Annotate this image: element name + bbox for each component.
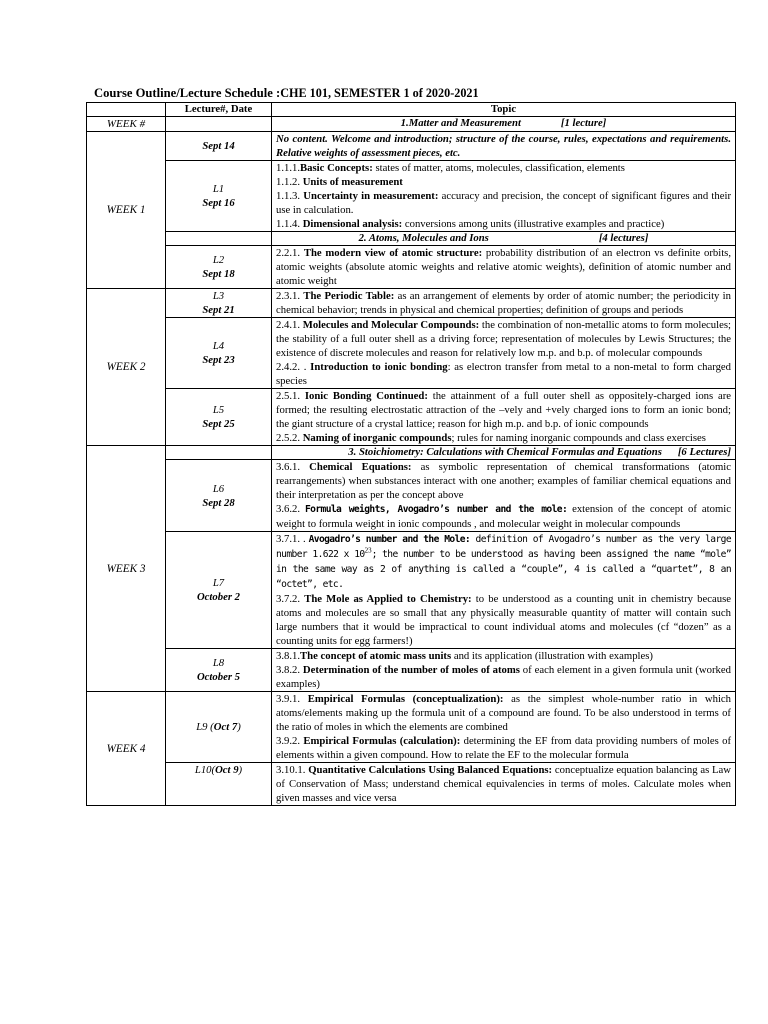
topic-cell (272, 763, 736, 806)
table-header-row (87, 103, 736, 117)
topic-cell: No content. Welcome and introduction; structure of the course, rules, expectations and requirements. Relative weights of assessment pieces, etc. (272, 132, 736, 161)
lecture-cell: L9 (Oct 7) (166, 692, 272, 763)
topic-cell (272, 289, 736, 318)
header-week: WEEK # (87, 117, 166, 132)
section-title-2 (272, 232, 736, 246)
lecture-cell (166, 132, 272, 161)
topic-cell (272, 460, 736, 532)
topic-item: 3.7.1. . Avogadro’s number and the Mole: definition of Avogadro’s number as the very large number 1.622 x $10^{23}$; the number to be understood as having been assigned the name “mole” in the same way as 2 of anything is called a “couple”, 4 is called a “quartet”, 8 an “octet”, etc. (276, 533, 732, 590)
table-row (87, 763, 736, 806)
week-label: WEEK 3 (87, 446, 166, 692)
header-lecture-date: Lecture#, Date (166, 103, 272, 117)
topic-item: 3.8.2. Determination of the number of moles of atoms of each element in a given formula unit (worked examples) (276, 664, 731, 690)
section-lectures: [1 lecture] (560, 117, 607, 129)
topic-item: 2.2.1. The modern view of atomic structure: probability distribution of an electron vs definite orbits, atomic weights (absolute atomic weights and relative atomic weights), definition of atomic number and atomic weight (276, 247, 731, 287)
week-label: WEEK 2 (87, 289, 166, 446)
week-label: WEEK 4 (87, 692, 166, 806)
week-label: WEEK 1 (87, 132, 166, 289)
header-topic: Topic (272, 103, 736, 117)
title-main: Course Outline/Lecture Schedule : (94, 86, 281, 100)
table-row (87, 692, 736, 763)
topic-item: 3.6.1. Chemical Equations: as symbolic representation of chemical transformations (atomic rearrangements) when substances interact with one another; examples of familiar chemical equations and their interpretation as per the concept above (276, 461, 731, 501)
topic-item: 3.9.2. Empirical Formulas (calculation): determining the EF from data providing numbers of moles of elements within a given compound. How to relate the EF to the molecular formula (276, 735, 732, 761)
table-row (87, 318, 736, 389)
lecture-cell: L5 Sept 25 (166, 389, 272, 446)
topic-item: 1.1.3. Uncertainty in measurement: accuracy and precision, the concept of significant figures and their use in calculation. (276, 190, 732, 216)
table-row (87, 132, 736, 161)
blank-cell (166, 446, 272, 460)
topic-item: 1.1.1.Basic Concepts: states of matter, atoms, molecules, classification, elements (276, 162, 625, 174)
lecture-cell: L10(Oct 9) (166, 763, 272, 806)
table-row (87, 460, 736, 532)
table-row (87, 649, 736, 692)
section-row (87, 117, 736, 132)
topic-item: 2.5.1. Ionic Bonding Continued: the attainment of a full outer shell as oppositely-charged ions are formed; the resulting electrostatic attraction of the –vely and +vely charged ions to form an ionic bond; the giant structure of a crystal lattice; reason for high m.p. and b.p. of ionic compounds (276, 390, 732, 430)
section-lectures: [4 lectures] (598, 232, 649, 244)
topic-item: 1.1.4. Dimensional analysis: conversions among units (illustrative examples and practice) (276, 218, 665, 230)
topic-item: 3.7.2. The Mole as Applied to Chemistry: to be understood as a counting unit in chemistry because atoms and molecules are so small that any physically measurable quantity of matter will contain such large numbers that it would be impractical to count individual atoms and molecules (cf “dozen” as a counting units for egg farmers!) (276, 593, 731, 647)
table-row (87, 246, 736, 289)
topic-item: 3.10.1. Quantitative Calculations Using Balanced Equations: conceptualize equation balancing as Law of Conservation of Mass; understand chemical equivalencies in terms of moles. Calculate moles when given masses and vice versa (276, 764, 732, 804)
lecture-date: Sept 14 (202, 140, 235, 152)
header-blank (87, 103, 166, 117)
lecture-number: L1 (212, 183, 225, 195)
table-row (87, 389, 736, 446)
blank-cell (166, 232, 272, 246)
topic-item: 2.5.2. Naming of inorganic compounds; rules for naming inorganic compounds and class exercises (276, 432, 706, 444)
lecture-cell (166, 161, 272, 232)
section-title-3 (272, 446, 736, 460)
blank-cell (166, 117, 272, 132)
topic-cell (272, 389, 736, 446)
table-row (87, 289, 736, 318)
lecture-cell: L8 October 5 (166, 649, 272, 692)
topic-cell (272, 246, 736, 289)
section-name: 1.Matter and Measurement (400, 117, 521, 129)
table-row (87, 161, 736, 232)
lecture-cell: L7 October 2 (166, 532, 272, 649)
lecture-cell: L2 Sept 18 (166, 246, 272, 289)
lecture-cell: L3 Sept 21 (166, 289, 272, 318)
topic-item: 3.9.1. Empirical Formulas (conceptualization): as the simplest whole-number ratio in which atoms/elements making up the formula unit of a compound are found. To be also understood in terms of the ratio of moles in which the elements are combined (276, 693, 731, 733)
topic-cell (272, 161, 736, 232)
lecture-cell: L6 Sept 28 (166, 460, 272, 532)
topic-item: 2.4.1. Molecules and Molecular Compounds: the combination of non-metallic atoms to form molecules; the stability of a full outer shell as a driving force; representation of molecules by Lewis Structures; the existence of discrete molecules and reason for relatively low m.p. and b.p. of molecular compounds (276, 319, 731, 359)
section-row (87, 446, 736, 460)
topic-cell (272, 692, 736, 763)
topic-cell (272, 318, 736, 389)
section-title-1 (272, 117, 736, 132)
section-lectures: [6 Lectures] (677, 446, 731, 458)
topic-item: 2.4.2. . Introduction to ionic bonding: as electron transfer from metal to a non-metal to form charged species (276, 361, 732, 387)
topic-item: 3.8.1.The concept of atomic mass units and its application (illustration with examples) (276, 650, 653, 662)
lecture-schedule-table (86, 102, 736, 806)
lecture-date: Sept 16 (202, 197, 235, 209)
topic-cell (272, 532, 736, 649)
document-title (94, 86, 479, 101)
title-course: CHE 101, SEMESTER 1 of 2020-2021 (280, 86, 479, 100)
lecture-cell: L4 Sept 23 (166, 318, 272, 389)
topic-cell (272, 649, 736, 692)
topic-item: 2.3.1. The Periodic Table: as an arrangement of elements by order of atomic number; the periodicity in chemical behavior; trends in physical and chemical properties; definition of groups and periods (276, 290, 731, 316)
section-name: 3. Stoichiometry: Calculations with Chemical Formulas and Equations (348, 446, 662, 458)
table-row (87, 532, 736, 649)
section-name: 2. Atoms, Molecules and Ions (358, 232, 489, 244)
topic-item: 1.1.2. Units of measurement (276, 176, 403, 188)
section-row (87, 232, 736, 246)
topic-item: 3.6.2. Formula weights, Avogadro’s number and the mole: extension of the concept of atomic weight to formula weight in ionic compounds , and molecular weight in molecular compounds (276, 503, 731, 530)
